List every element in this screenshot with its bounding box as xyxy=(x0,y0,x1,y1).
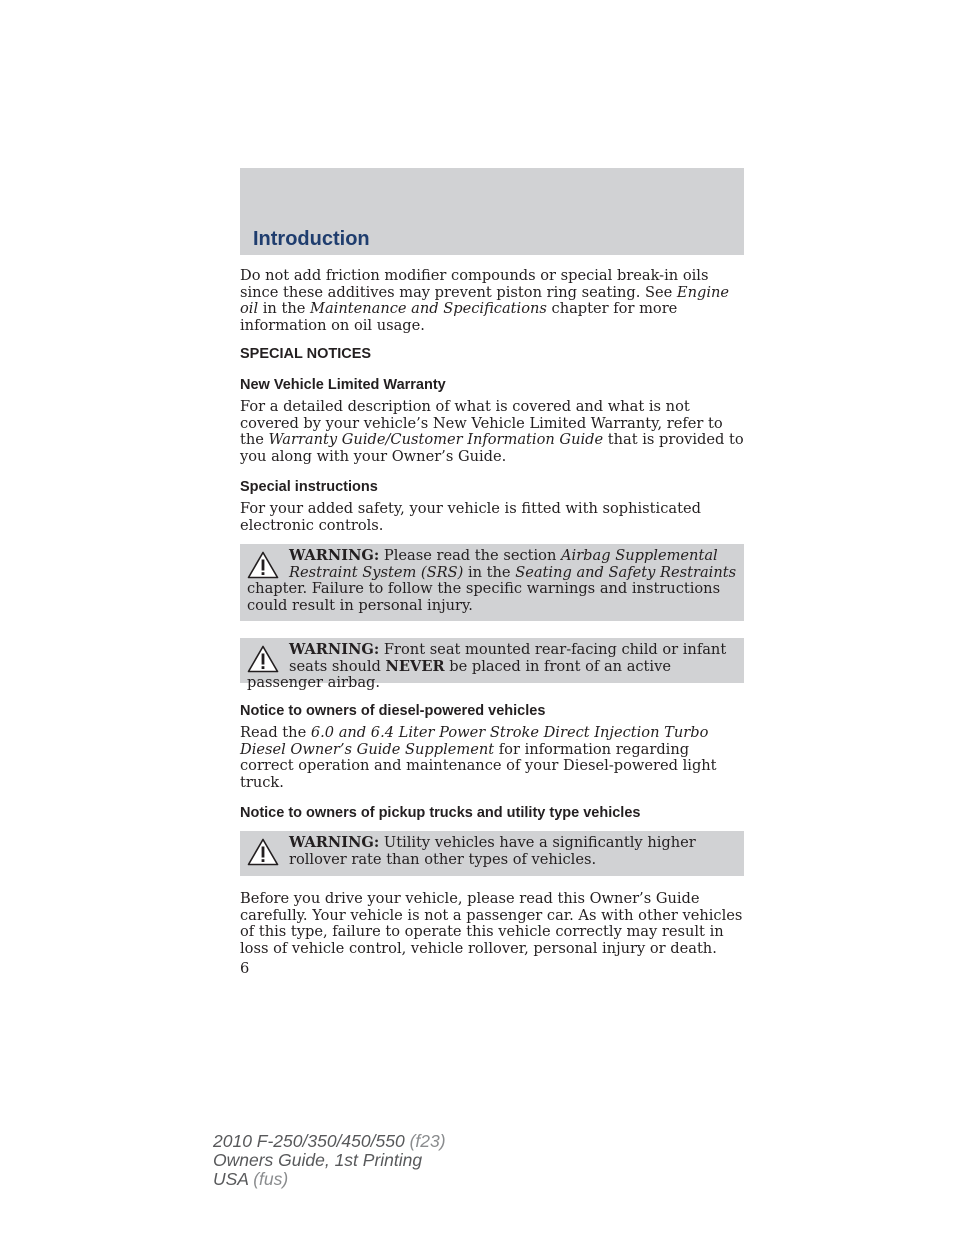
section-header-band xyxy=(240,168,744,255)
footer-model-code: (f23) xyxy=(404,1131,446,1151)
warning-rollover-body: Utility vehicles have a significantly higher rollover rate than other types of vehicles. xyxy=(289,834,696,868)
warning-triangle-icon xyxy=(247,645,279,673)
footer-market: USA xyxy=(213,1169,249,1189)
intro-ref-maintenance: Maintenance and Specifications xyxy=(310,300,547,317)
intro-text-2: in the xyxy=(258,300,311,317)
warning-box-child-seat xyxy=(240,638,744,691)
special-notices-heading: SPECIAL NOTICES xyxy=(240,346,372,362)
warning-label: WARNING: xyxy=(289,547,380,564)
page-number: 6 xyxy=(240,960,250,977)
page-content xyxy=(240,268,744,957)
warning-never-emphasis: NEVER xyxy=(385,657,445,675)
footer-line-market xyxy=(213,1170,446,1189)
footer-market-code: (fus) xyxy=(248,1169,289,1189)
warranty-text-1: For a detailed description of what is covered and what is not covered by your vehicle’s New Vehicle Limited Warranty, refer to the xyxy=(240,398,723,448)
warning-child-seat-text-2: be placed in front of an active passenger airbag. xyxy=(247,657,671,691)
warranty-heading: New Vehicle Limited Warranty xyxy=(240,377,446,393)
special-instructions-paragraph: For your added safety, your vehicle is fitted with sophisticated electronic controls. xyxy=(240,500,701,534)
diesel-paragraph xyxy=(240,725,744,791)
intro-paragraph xyxy=(240,268,744,334)
warranty-text-2: that is provided to you along with your Owner’s Guide. xyxy=(240,431,744,465)
warning-airbag-text-2: in the xyxy=(463,563,516,581)
warning-child-seat-text-1: Front seat mounted rear-facing child or infant seats should xyxy=(289,641,727,675)
intro-text-3: chapter for more information on oil usage. xyxy=(240,300,678,334)
diesel-heading: Notice to owners of diesel-powered vehicles xyxy=(240,703,546,719)
warning-airbag-text-1: Please read the section xyxy=(379,547,561,564)
section-title: Introduction xyxy=(253,228,370,250)
warning-triangle-icon xyxy=(247,551,279,579)
footer-line-printing: Owners Guide, 1st Printing xyxy=(213,1150,423,1170)
intro-ref-engine-oil: Engine oil xyxy=(240,283,730,317)
warning-triangle-icon xyxy=(247,838,279,866)
footer-model: 2010 F-250/350/450/550 xyxy=(213,1131,405,1151)
diesel-text-1: Read the xyxy=(240,724,311,741)
closing-paragraph: Before you drive your vehicle, please read this Owner’s Guide carefully. Your vehicle is not a passenger car. As with other vehicles of this type, failure to operate this vehicle correctly may result in loss of vehicle control, vehicle rollover, personal injury or death. xyxy=(240,890,743,957)
diesel-ref: 6.0 and 6.4 Liter Power Stroke Direct Injection Turbo Diesel Owner’s Guide Supplement xyxy=(240,724,709,758)
footer-print-info xyxy=(213,1132,446,1189)
warning-label: WARNING: xyxy=(289,641,380,658)
footer-line-model xyxy=(213,1132,446,1151)
diesel-text-2: for information regarding correct operation and maintenance of your Diesel-powered light truck. xyxy=(240,740,717,791)
pickup-heading: Notice to owners of pickup trucks and utility type vehicles xyxy=(240,805,641,821)
warranty-paragraph xyxy=(240,399,744,465)
warning-airbag-text-3: chapter. Failure to follow the specific warnings and instructions could result in personal injury. xyxy=(247,580,721,614)
warranty-ref: Warranty Guide/Customer Information Guide xyxy=(268,431,604,448)
warning-airbag-text xyxy=(247,548,738,614)
warning-label: WARNING: xyxy=(289,834,380,851)
intro-text-1: Do not add friction modifier compounds or special break-in oils since these additives may prevent piston ring seating. See xyxy=(240,267,709,301)
warning-airbag-ref-srs: Airbag Supplemental Restraint System (SRS) xyxy=(289,547,718,581)
warning-airbag-ref-seating: Seating and Safety Restraints xyxy=(515,563,737,581)
warning-rollover-text xyxy=(247,835,738,868)
warning-box-airbag xyxy=(240,544,744,621)
warning-child-seat-text xyxy=(247,642,738,692)
warning-box-rollover xyxy=(240,831,744,876)
special-instructions-heading: Special instructions xyxy=(240,479,378,495)
